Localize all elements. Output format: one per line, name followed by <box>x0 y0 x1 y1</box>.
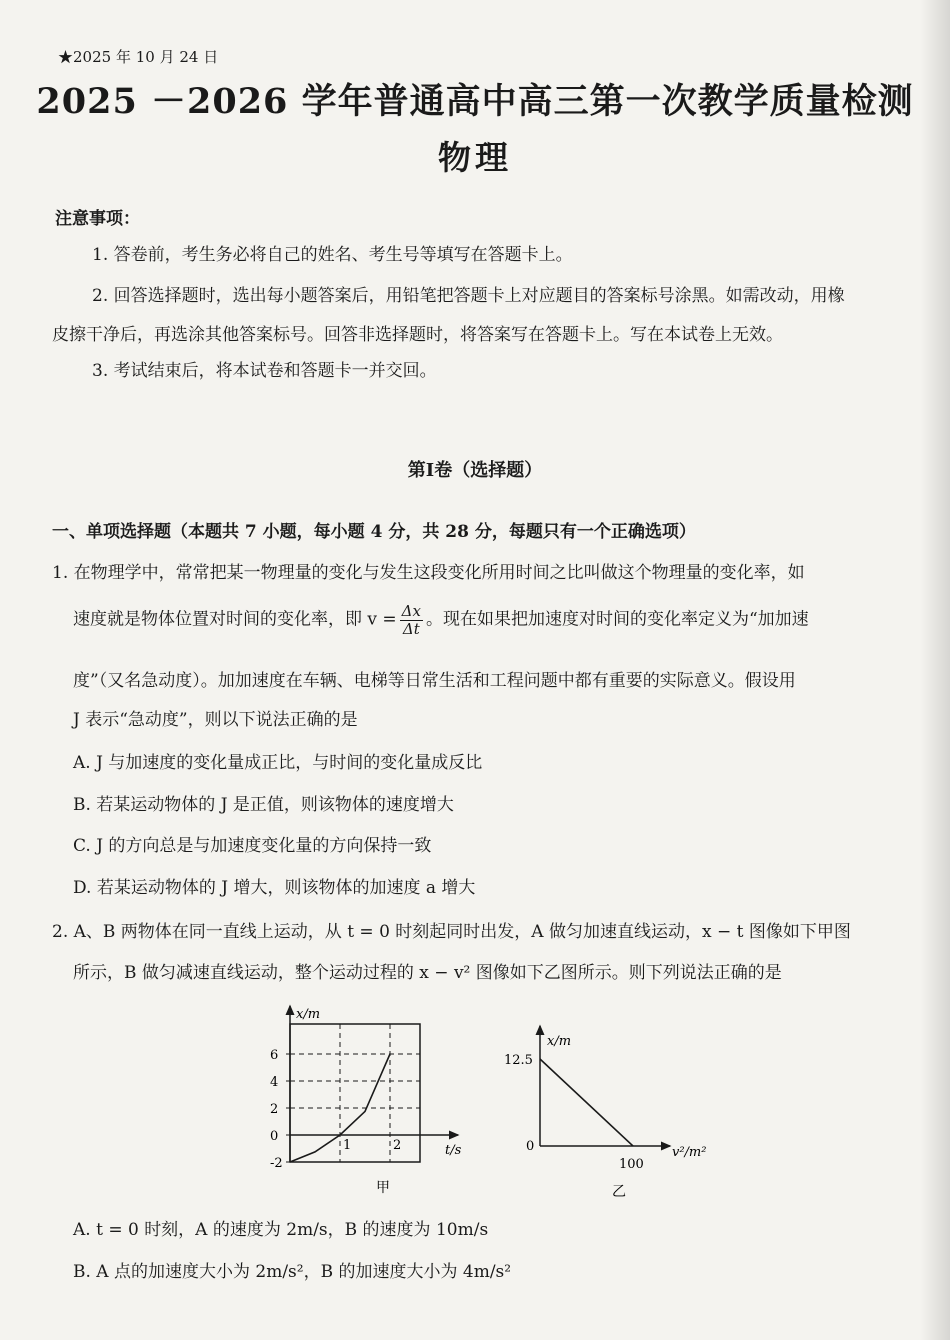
graph-yi-caption: 乙 <box>612 1184 626 1200</box>
graph-jia-ylabel: x/m <box>296 1007 321 1022</box>
q2-figures <box>240 1002 720 1202</box>
subject-title: 物理 <box>438 138 512 177</box>
graph-jia-xlabel: t/s <box>445 1143 462 1158</box>
graph-jia-ytick-label: 2 <box>270 1102 279 1117</box>
graph-yi-xlabel: v²/m² <box>672 1145 707 1160</box>
section-title: 第Ⅰ卷（选择题） <box>407 460 543 481</box>
q1-line-4: J 表示“急动度”，则以下说法正确的是 <box>73 710 358 730</box>
q1-line-2-pre: 速度就是物体位置对时间的变化率，即 v = <box>73 609 397 630</box>
exam-title: 2025 －2026 学年普通高中高三第一次教学质量检测 <box>36 81 914 122</box>
graph-yi-origin-label: 0 <box>526 1139 535 1154</box>
q2-option-a: A. t = 0 时刻，A 的速度为 2m/s，B 的速度为 10m/s <box>73 1220 489 1240</box>
graph-yi-xtick-label: 100 <box>619 1157 644 1172</box>
page-edge-shadow <box>920 0 950 1340</box>
q1-line-2-post: 。现在如果把加速度对时间的变化率定义为“加加速 <box>425 609 809 630</box>
graph-yi-ytick-label: 12.5 <box>504 1053 533 1068</box>
graph-jia-xtick-label: 2 <box>393 1138 402 1153</box>
q1-option-a: A. J 与加速度的变化量成正比，与时间的变化量成反比 <box>73 753 483 773</box>
notice-heading: 注意事项： <box>55 209 140 229</box>
q1-option-d: D. 若某运动物体的 J 增大，则该物体的加速度 a 增大 <box>73 878 476 898</box>
q1-option-b: B. 若某运动物体的 J 是正值，则该物体的速度增大 <box>73 795 454 815</box>
graph-jia-ytick-label: 4 <box>270 1075 279 1090</box>
q1-line-2 <box>73 603 809 637</box>
graph-yi <box>504 1026 670 1172</box>
q2-line-2: 所示，B 做匀减速直线运动，整个运动过程的 x − v² 图像如下乙图所示。则下列说法正确的是 <box>73 963 782 983</box>
graph-jia <box>270 1006 458 1171</box>
velocity-fraction <box>400 603 423 637</box>
q1-line-3: 度”（又名急动度）。加加速度在车辆、电梯等日常生活和工程问题中都有重要的实际意义。假设用 <box>73 671 796 691</box>
graph-jia-ytick-label: -2 <box>270 1156 283 1171</box>
q1-option-c: C. J 的方向总是与加速度变化量的方向保持一致 <box>73 836 432 856</box>
notice-item-1: 1. 答卷前，考生务必将自己的姓名、考生号等填写在答题卡上。 <box>92 245 573 265</box>
q1-line-1: 1. 在物理学中，常常把某一物理量的变化与发生这段变化所用时间之比叫做这个物理量的变化率，如 <box>52 563 805 583</box>
graph-yi-ylabel: x/m <box>547 1034 572 1049</box>
notice-item-2-line-1: 2. 回答选择题时，选出每小题答案后，用铅笔把答题卡上对应题目的答案标号涂黑。如需改动，用橡 <box>92 286 845 306</box>
graph-jia-xtick-label: 1 <box>343 1138 352 1153</box>
q2-line-1: 2. A、B 两物体在同一直线上运动，从 t = 0 时刻起同时出发，A 做匀加速直线运动，x − t 图像如下甲图 <box>52 922 851 942</box>
exam-date: ★2025 年 10 月 24 日 <box>58 48 219 66</box>
part-title: 一、单项选择题（本题共 7 小题，每小题 4 分，共 28 分，每题只有一个正确选项） <box>52 522 696 542</box>
q2-option-b: B. A 点的加速度大小为 2m/s²，B 的加速度大小为 4m/s² <box>73 1262 512 1282</box>
graph-yi-line <box>540 1059 633 1146</box>
notice-item-3: 3. 考试结束后，将本试卷和答题卡一并交回。 <box>92 361 437 381</box>
graph-jia-ytick-label: 6 <box>270 1048 279 1063</box>
notice-item-2-line-2: 皮擦干净后，再选涂其他答案标号。回答非选择题时，将答案写在答题卡上。写在本试卷上无效。 <box>52 325 783 345</box>
fraction-numerator: Δx <box>401 602 421 620</box>
fraction-denominator: Δt <box>402 619 420 638</box>
graph-jia-ytick-label: 0 <box>270 1129 279 1144</box>
graph-jia-caption: 甲 <box>376 1180 390 1196</box>
